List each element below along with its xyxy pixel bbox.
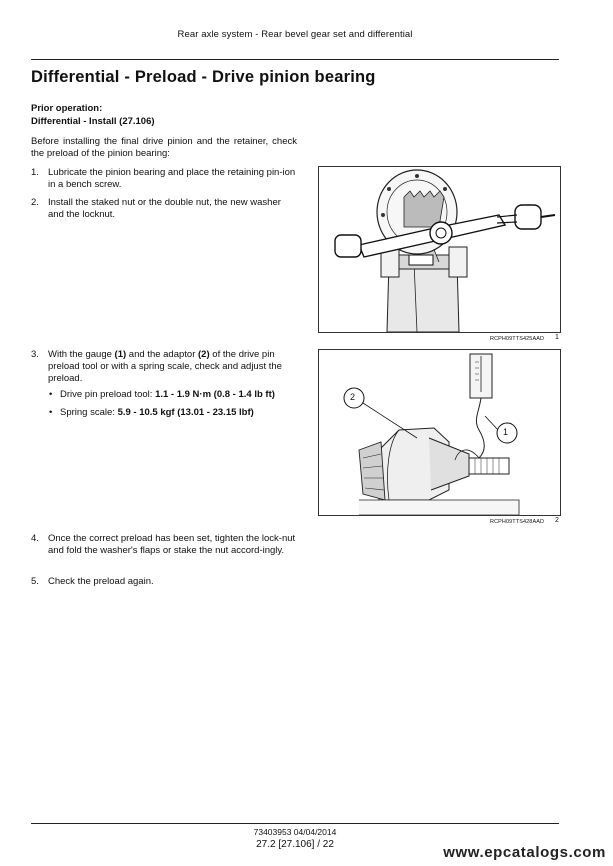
figure-2-preload-gauge: [318, 349, 561, 516]
callout-ref-1: (1): [114, 349, 127, 360]
prior-operation: [31, 102, 155, 128]
step-number: 4.: [31, 533, 39, 544]
callout-ref-2: (2): [198, 349, 210, 360]
footer-rule: [31, 823, 559, 824]
footer-page-number: 27.2 [27.106] / 22: [256, 839, 334, 850]
spec-item-scale: • Spring scale: 5.9 - 10.5 kgf (13.01 - 23.15 lbf): [48, 407, 297, 419]
step-1: [31, 167, 297, 191]
figure-2-number: 2: [555, 517, 559, 524]
figure-1-bench-screw: [318, 166, 561, 333]
prior-operation-link[interactable]: Differential - Install (27.106): [31, 116, 155, 127]
callout-2-label: 2: [350, 392, 356, 402]
step-number: 3.: [31, 349, 39, 360]
step-5: [31, 576, 297, 588]
step-text: Install the staked nut or the double nut, the new washer and the locknut.: [48, 197, 281, 220]
watermark: www.epcatalogs.com: [443, 844, 606, 861]
intro-text: Before installing the final drive pinion and the retainer, check the preload of the pinion bearing:: [31, 136, 297, 159]
running-header: Rear axle system - Rear bevel gear set and differential: [177, 29, 413, 40]
step-text: Lubricate the pinion bearing and place the retaining pin-ion in a bench screw.: [48, 167, 296, 190]
step-text: Check the preload again.: [48, 576, 154, 587]
page-title: Differential - Preload - Drive pinion bearing: [31, 68, 376, 86]
preload-check-illustration: [319, 350, 560, 515]
step-number: 1.: [31, 167, 39, 178]
step-number: 2.: [31, 197, 39, 208]
step-3: [31, 349, 297, 425]
step-2: [31, 197, 297, 221]
spec-item-tool: • Drive pin preload tool: 1.1 - 1.9 N·m (0.8 - 1.4 lb ft): [48, 389, 297, 401]
callout-1-label: 1: [503, 427, 509, 437]
step-4: [31, 533, 297, 557]
figure-1-number: 1: [555, 334, 559, 341]
prior-operation-label: Prior operation:: [31, 103, 103, 114]
step-number: 5.: [31, 576, 39, 587]
spec-list: [48, 389, 297, 419]
header-rule: [31, 59, 559, 60]
step-text: With the gauge (1) and the adaptor (2) of the drive pin preload tool or with a spring scale, check and adjust the preload.: [48, 349, 282, 384]
footer-doc-number: 73403953 04/04/2014: [253, 827, 337, 837]
figure-1-id: RCPH09TTS425AAD: [490, 336, 545, 342]
pinion-in-bench-screw-illustration: [319, 167, 560, 332]
figure-2-id: RCPH09TTS428AAD: [490, 519, 545, 525]
step-text: Once the correct preload has been set, tighten the lock-nut and fold the washer's flaps or stake the nut accord-ingly.: [48, 533, 296, 556]
